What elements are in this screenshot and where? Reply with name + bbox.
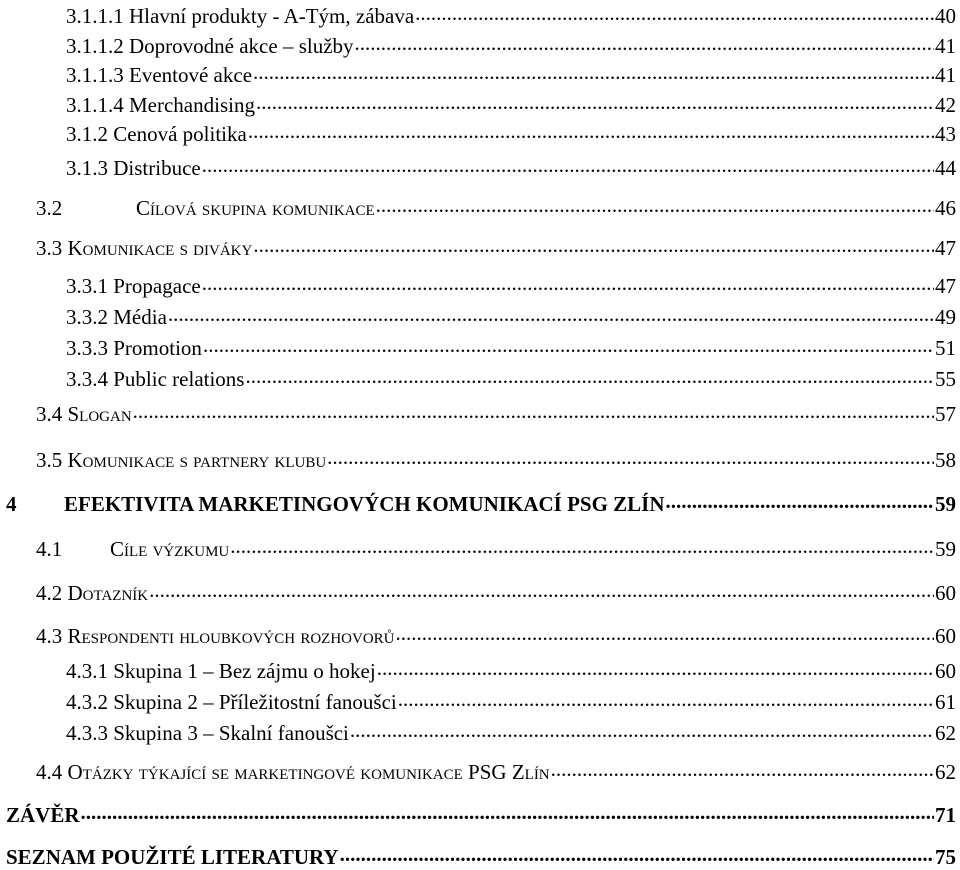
toc-leader-dots [245,365,934,386]
toc-entry-title: Otázky týkající se marketingové komunikace PSG Zlín [67,760,550,784]
toc-entry-number: 3.3.3 [66,336,108,360]
toc-entry-page: 59 [935,492,956,516]
toc-entry-number: 4.3.3 [66,721,108,745]
toc-entry-number: 4.1 [36,537,63,561]
toc-entry-number: 3.3 [36,236,63,260]
toc-leader-dots [202,154,934,175]
toc-leader-dots [327,446,934,467]
toc-entry-number: 3.1.1.2 [66,34,124,58]
toc-entry-title: Slogan [67,402,132,426]
toc-entry-title: Dotazník [67,581,149,605]
toc-entry-page: 57 [935,402,956,426]
toc-entry-title: Hlavní produkty - A-Tým, zábava [129,4,415,28]
toc-entry[interactable] [66,688,956,715]
toc-leader-dots [168,303,934,324]
toc-entry-number: 3.1.1.3 [66,63,124,87]
toc-entry[interactable] [66,303,956,330]
toc-entry-page: 47 [935,274,956,298]
toc-leader-dots [551,758,934,779]
toc-entry-page: 60 [935,624,956,648]
toc-entry-page: 60 [935,659,956,683]
toc-entry-title: Komunikace s diváky [67,236,253,260]
toc-entry[interactable] [36,579,956,606]
toc-entry[interactable] [36,758,956,785]
toc-entry-title: Doprovodné akce – služby [129,34,354,58]
toc-entry-title: Respondenti hloubkových rozhovorů [67,624,395,648]
toc-entry[interactable] [66,120,956,147]
toc-chapter-entry[interactable] [6,490,956,517]
toc-entry-number: 4.2 [36,581,63,605]
toc-leader-dots [396,622,934,643]
toc-entry-title: Public relations [113,367,245,391]
toc-leader-dots [149,579,934,600]
toc-entry-title: SEZNAM POUŽITÉ LITERATURY [6,845,339,869]
toc-leader-dots [340,843,934,864]
toc-entry-title: Promotion [113,336,202,360]
toc-entry[interactable] [36,535,956,562]
toc-entry-page: 62 [935,760,956,784]
toc-leader-dots [350,719,934,740]
toc-entry[interactable] [66,91,956,118]
toc-leader-dots [253,234,934,255]
toc-entry-page: 61 [935,690,956,714]
toc-entry[interactable] [66,657,956,684]
toc-entry-number: 4.4 [36,760,63,784]
toc-entry-number: 3.5 [36,448,63,472]
toc-entry[interactable] [36,194,956,221]
toc-entry-page: 75 [935,845,956,869]
toc-entry-title: Distribuce [113,156,201,180]
toc-entry-page: 47 [935,236,956,260]
toc-entry-page: 40 [935,4,956,28]
toc-entry[interactable] [36,446,956,473]
toc-entry-page: 55 [935,367,956,391]
toc-entry[interactable] [66,365,956,392]
toc-leader-dots [133,400,934,421]
toc-entry-title: Skupina 2 – Příležitostní fanoušci [113,690,397,714]
toc-entry-title: EFEKTIVITA MARKETINGOVÝCH KOMUNIKACÍ PSG ZLÍN [64,492,665,516]
toc-entry-page: 41 [935,63,956,87]
toc-leader-dots [248,120,934,141]
toc-entry-page: 62 [935,721,956,745]
toc-entry-number: 3.1.3 [66,156,108,180]
toc-leader-dots [202,272,934,293]
toc-entry-title: Komunikace s partnery klubu [67,448,327,472]
toc-leader-dots [377,657,934,678]
toc-leader-dots [203,334,934,355]
toc-entry[interactable] [66,719,956,746]
toc-entry-page: 60 [935,581,956,605]
toc-entry-title: Cenová politika [113,122,247,146]
toc-leader-dots [355,32,934,53]
toc-leader-dots [256,91,934,112]
toc-entry-title: Cílová skupina komunikace [136,196,375,220]
toc-entry-number: 3.4 [36,402,63,426]
toc-entry-title: Skupina 3 – Skalní fanoušci [113,721,349,745]
toc-entry-page: 43 [935,122,956,146]
toc-entry-title: Eventové akce [129,63,253,87]
toc-entry-number: 4 [6,492,17,516]
toc-entry-number: 3.1.1.4 [66,93,124,117]
toc-entry-number: 3.1.2 [66,122,108,146]
toc-entry[interactable] [66,2,956,29]
toc-entry-title: Merchandising [129,93,255,117]
toc-leader-dots [230,535,934,556]
toc-chapter-entry[interactable] [6,801,956,828]
toc-entry-number: 3.3.4 [66,367,108,391]
toc-entry-page: 51 [935,336,956,360]
toc-entry-number: 3.1.1.1 [66,4,124,28]
toc-entry[interactable] [66,272,956,299]
toc-leader-dots [253,61,934,82]
toc-entry-page: 58 [935,448,956,472]
toc-entry-number: 4.3 [36,624,63,648]
toc-chapter-entry[interactable] [6,843,956,870]
toc-leader-dots [415,2,934,23]
toc-entry-number: 3.2 [36,196,63,220]
toc-entry-page: 49 [935,305,956,329]
toc-entry[interactable] [66,61,956,88]
toc-leader-dots [398,688,934,709]
toc-entry-page: 44 [935,156,956,180]
toc-entry[interactable] [36,234,956,261]
toc-entry-title: Propagace [113,274,201,298]
toc-entry[interactable] [66,334,956,361]
toc-entry-page: 71 [935,803,956,827]
toc-entry-number: 3.3.1 [66,274,108,298]
toc-entry[interactable] [66,32,956,59]
toc-entry-title: Média [113,305,167,329]
toc-entry-title: Cíle výzkumu [110,537,230,561]
toc-entry[interactable] [36,400,956,427]
toc-entry-number: 3.3.2 [66,305,108,329]
toc-entry-page: 41 [935,34,956,58]
toc-entry-title: ZÁVĚR [6,803,80,827]
toc-leader-dots [666,490,934,511]
toc-leader-dots [81,801,934,822]
toc-entry[interactable] [66,154,956,181]
toc-entry[interactable] [36,622,956,649]
toc-entry-page: 59 [935,537,956,561]
toc-entry-number: 4.3.2 [66,690,108,714]
toc-entry-number: 4.3.1 [66,659,108,683]
toc-leader-dots [376,194,934,215]
toc-entry-page: 42 [935,93,956,117]
toc-entry-title: Skupina 1 – Bez zájmu o hokej [113,659,376,683]
toc-entry-page: 46 [935,196,956,220]
